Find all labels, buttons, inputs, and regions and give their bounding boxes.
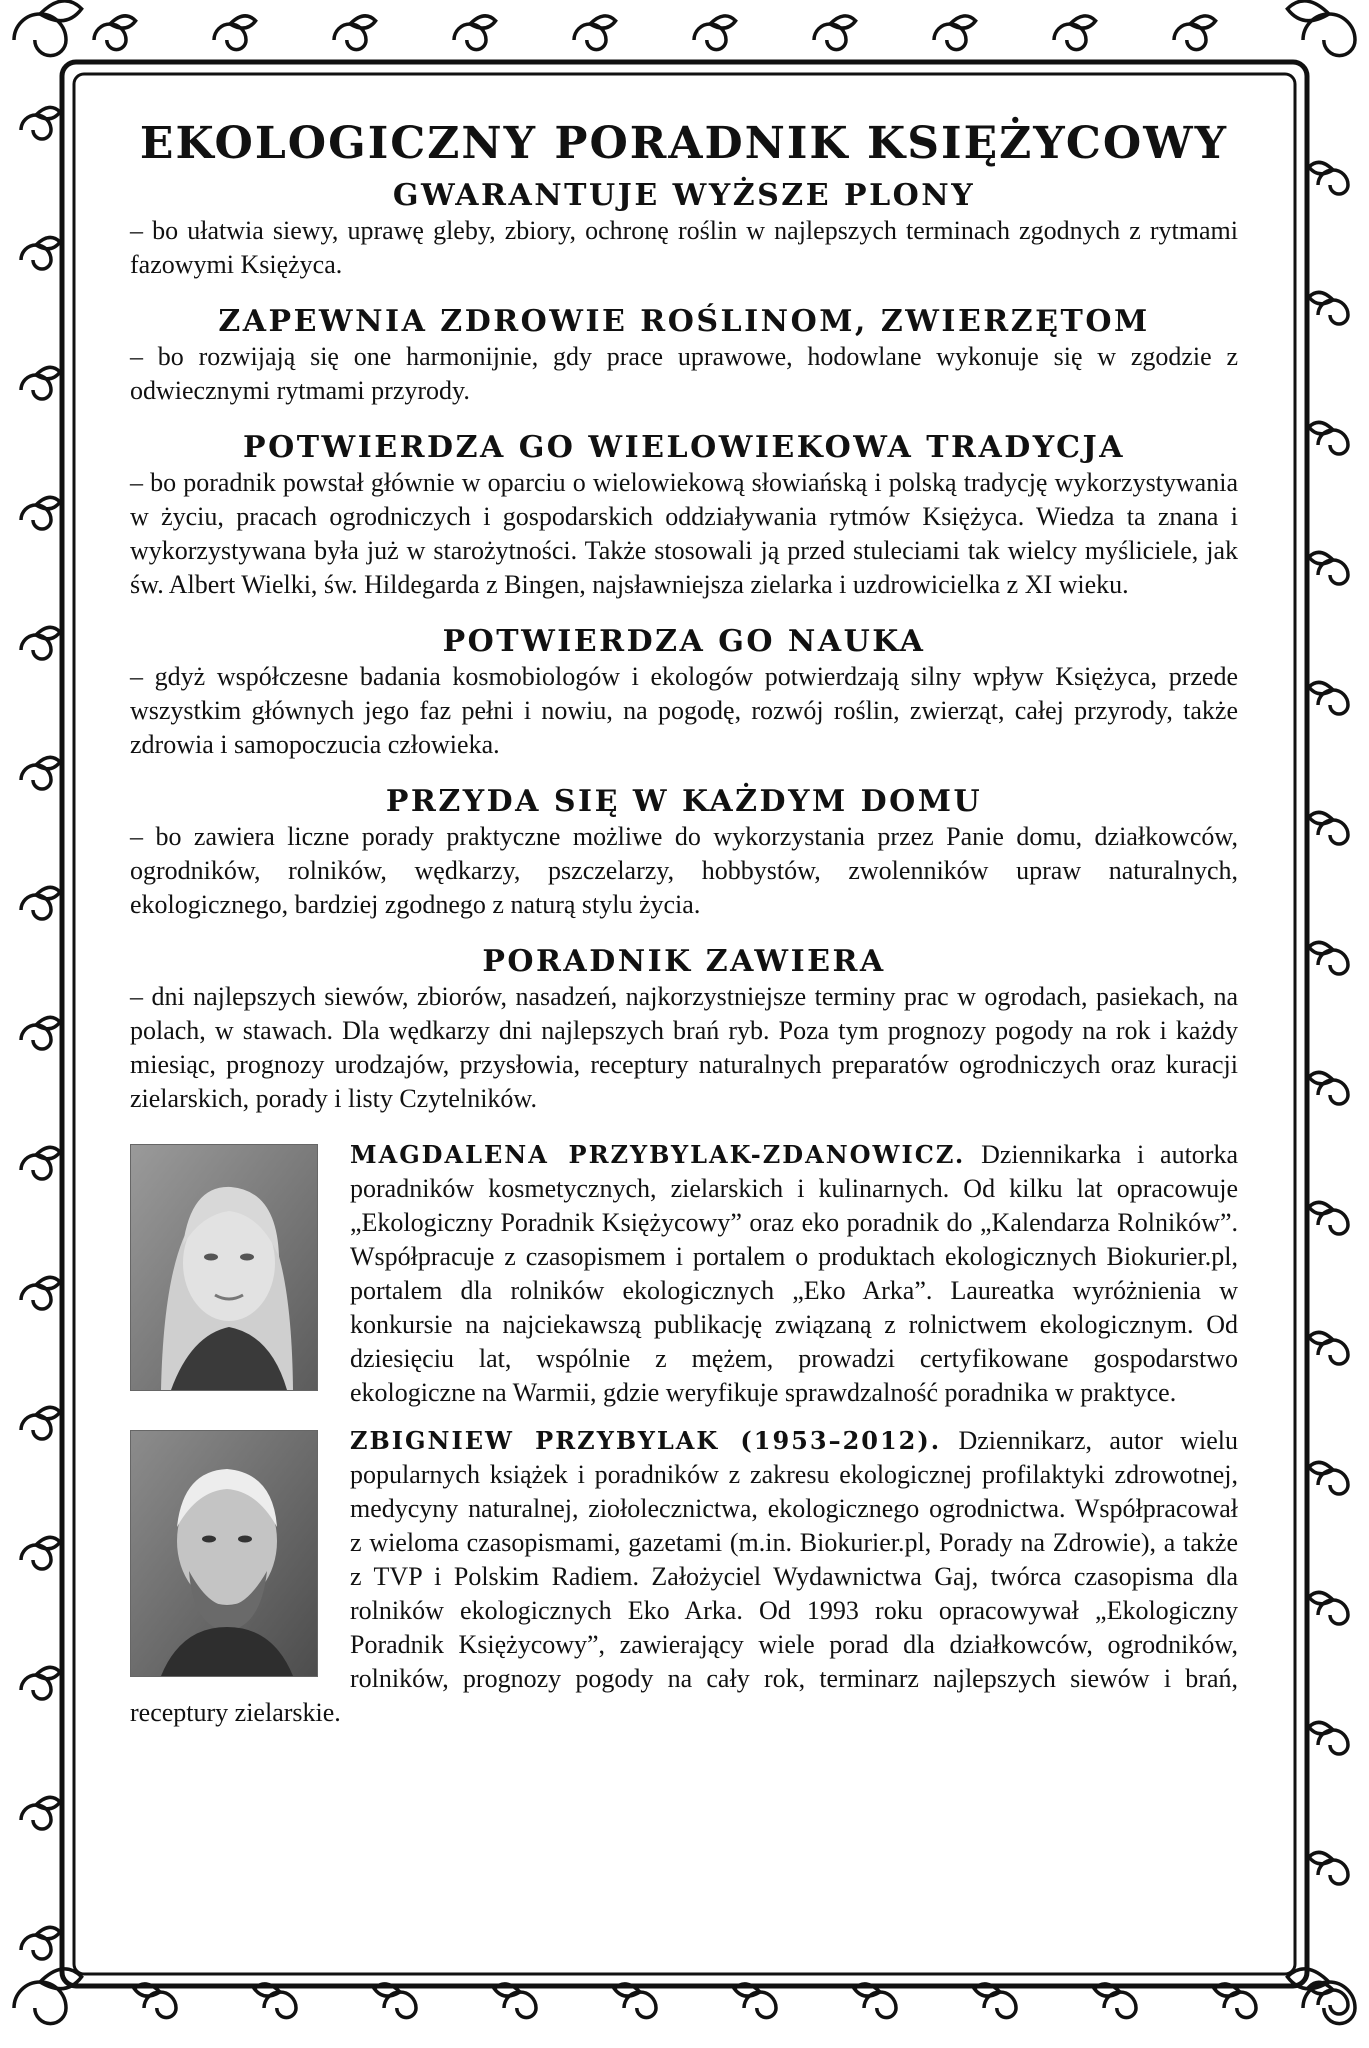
section-tradycja bbox=[130, 430, 1238, 602]
author-bio-zbigniew bbox=[130, 1424, 1238, 1730]
vine-leaf bbox=[950, 16, 976, 28]
vine-leaf bbox=[36, 757, 60, 768]
vine-leaf bbox=[36, 237, 60, 248]
vine-leaf bbox=[1309, 422, 1333, 433]
vine-leaf bbox=[230, 16, 256, 28]
section-plony bbox=[130, 178, 1238, 282]
vine-leaf bbox=[830, 16, 856, 28]
main-content bbox=[130, 108, 1238, 1730]
author-name: ZBIGNIEW PRZYBYLAK (1953–2012). bbox=[350, 1426, 942, 1455]
vine-leaf bbox=[1070, 16, 1096, 28]
author-name: MAGDALENA PRZYBYLAK-ZDANOWICZ. bbox=[350, 1140, 966, 1169]
vine-leaf bbox=[1309, 1592, 1333, 1603]
section-heading: POTWIERDZA GO NAUKA bbox=[442, 624, 926, 659]
vine-leaf bbox=[1309, 812, 1333, 823]
vine-leaf bbox=[1309, 1462, 1333, 1473]
section-heading: PRZYDA SIĘ W KAŻDYM DOMU bbox=[385, 784, 983, 819]
section-text: – bo poradnik powstał głównie w oparciu o wielowiekową słowiańską i polską tradycję wykorzystywania w życiu, pracach ogrodniczych i gospodarskich oddziaływania rytmów Księżyca. Wiedza ta znana i wykorzystywana była już w starożytności. Także stosowali ją przed stuleciami tak wielcy myśliciele, jak św. Albert Wielki, św. Hildegarda z Bingen, najsławniejsza zielarka i uzdrowicielka z XI wieku. bbox=[130, 468, 1238, 599]
author-bio-magdalena bbox=[130, 1138, 1238, 1410]
vine-leaf bbox=[40, 1, 82, 21]
section-zawiera bbox=[130, 944, 1238, 1116]
vine-leaf bbox=[36, 887, 60, 898]
author-description: Dziennikarz, autor wielu popularnych książek i poradników z zakresu ekologicznej profilaktyki zdrowotnej, medycyny naturalnej, ziołolecznictwa, ekologicznego ogrodnictwa. Współpracował z wieloma czasopismami, gazetami (m.in. Biokurier.pl, Porady na Zdrowie), a także z TVP i Polskim Radiem. Założyciel Wydawnictwa Gaj, twórca czasopisma dla rolników ekologicznych Eko Arka. Od 1993 roku opracowywał „Ekologiczny Poradnik Księżycowy”, zawierający wiele porad dla działkowców, ogrodników, rolników, prognozy pogody na cały rok, terminarz najlepszych siewów i brań, receptury zielarskie. bbox=[130, 1426, 1238, 1727]
vine-leaf bbox=[36, 367, 60, 378]
vine-leaf bbox=[1309, 1852, 1333, 1863]
vine-leaf bbox=[1309, 942, 1333, 953]
section-text: – bo zawiera liczne porady praktyczne możliwe do wykorzystania przez Panie domu, działkowców, ogrodników, rolników, wędkarzy, pszczelarzy, hobbystów, zwolenników upraw naturalnych, ekologicznego, bardziej zgodnego z naturą stylu życia. bbox=[130, 822, 1238, 919]
vine-leaf bbox=[1309, 162, 1333, 173]
section-zdrowie bbox=[130, 304, 1238, 408]
vine-leaf bbox=[350, 16, 376, 28]
vine-leaf bbox=[1309, 1332, 1333, 1343]
author-photo bbox=[130, 1144, 318, 1391]
vine-leaf bbox=[1309, 1072, 1333, 1083]
vine-leaf bbox=[36, 1537, 60, 1548]
section-nauka bbox=[130, 624, 1238, 762]
vine-leaf bbox=[36, 1277, 60, 1288]
section-heading: POTWIERDZA GO WIELOWIEKOWA TRADYCJA bbox=[243, 430, 1125, 465]
section-text: – bo rozwijają się one harmonijnie, gdy prace uprawowe, hodowlane wykonuje się w zgodzie z odwiecznymi rytmami przyrody. bbox=[130, 342, 1238, 405]
vine-leaf bbox=[36, 1147, 60, 1158]
vine-leaf bbox=[36, 1407, 60, 1418]
vine-leaf bbox=[36, 1017, 60, 1028]
author-description: Dziennikarka i autorka poradników kosmetycznych, zielarskich i kulinarnych. Od kilku lat opracowuje „Ekologiczny Poradnik Księżycowy” oraz eko poradnik do „Kalendarza Rolników”. Współpracuje z czasopismem i portalem o produktach ekologicznych Biokurier.pl, portalem dla rolników ekologicznych „Eko Arka”. Laureatka wyróżnienia w konkursie na najciekawszą publikację związaną z rolnictwem ekologicznym. Od dziesięciu lat, wspólnie z mężem, prowadzi certyfikowane gospodarstwo ekologiczne na Warmii, gdzie weryfikuje sprawdzalność poradnika w praktyce. bbox=[350, 1140, 1238, 1407]
section-heading: PORADNIK ZAWIERA bbox=[482, 944, 886, 979]
section-text: – gdyż współczesne badania kosmobiologów i ekologów potwierdzają silny wpływ Księżyca, przede wszystkim głównych jego faz pełni i nowiu, na pogodę, rozwój roślin, zwierząt, całej przyrody, także zdrowia i samopoczucia człowieka. bbox=[130, 662, 1238, 759]
vine-leaf bbox=[1190, 16, 1216, 28]
section-dom bbox=[130, 784, 1238, 922]
vine-leaf bbox=[1287, 1, 1329, 21]
section-text: – dni najlepszych siewów, zbiorów, nasadzeń, najkorzystniejsze terminy prac w ogrodach, pasiekach, na polach, w stawach. Dla wędkarzy dni najlepszych brań ryb. Poza tym prognozy pogody na rok i każdy miesiąc, prognozy urodzajów, przysłowia, receptury naturalnych preparatów ogrodniczych oraz kuracji zielarskich, porady i listy Czytelników. bbox=[130, 982, 1238, 1113]
section-heading: GWARANTUJE WYŻSZE PLONY bbox=[392, 178, 976, 213]
vine-leaf bbox=[470, 16, 496, 28]
vine-leaf bbox=[36, 627, 60, 638]
vine-leaf bbox=[710, 16, 736, 28]
vine-leaf bbox=[36, 497, 60, 508]
vine-leaf bbox=[36, 1667, 60, 1678]
vine-leaf bbox=[1309, 682, 1333, 693]
vine-leaf bbox=[590, 16, 616, 28]
author-photo bbox=[130, 1430, 318, 1677]
page-title: EKOLOGICZNY PORADNIK KSIĘŻYCOWY bbox=[139, 118, 1229, 169]
vine-leaf bbox=[1309, 552, 1333, 563]
vine-leaf bbox=[36, 107, 60, 118]
section-text: – bo ułatwia siewy, uprawę gleby, zbiory, ochronę roślin w najlepszych terminach zgodnych z rytmami fazowymi Księżyca. bbox=[130, 216, 1238, 279]
section-heading: ZAPEWNIA ZDROWIE ROŚLINOM, ZWIERZĘTOM bbox=[218, 304, 1150, 339]
vine-leaf bbox=[36, 1927, 60, 1938]
vine-leaf bbox=[1309, 292, 1333, 303]
vine-leaf bbox=[1309, 1202, 1333, 1213]
vine-leaf bbox=[1309, 1722, 1333, 1733]
vine-leaf bbox=[110, 16, 136, 28]
vine-leaf bbox=[36, 1797, 60, 1808]
